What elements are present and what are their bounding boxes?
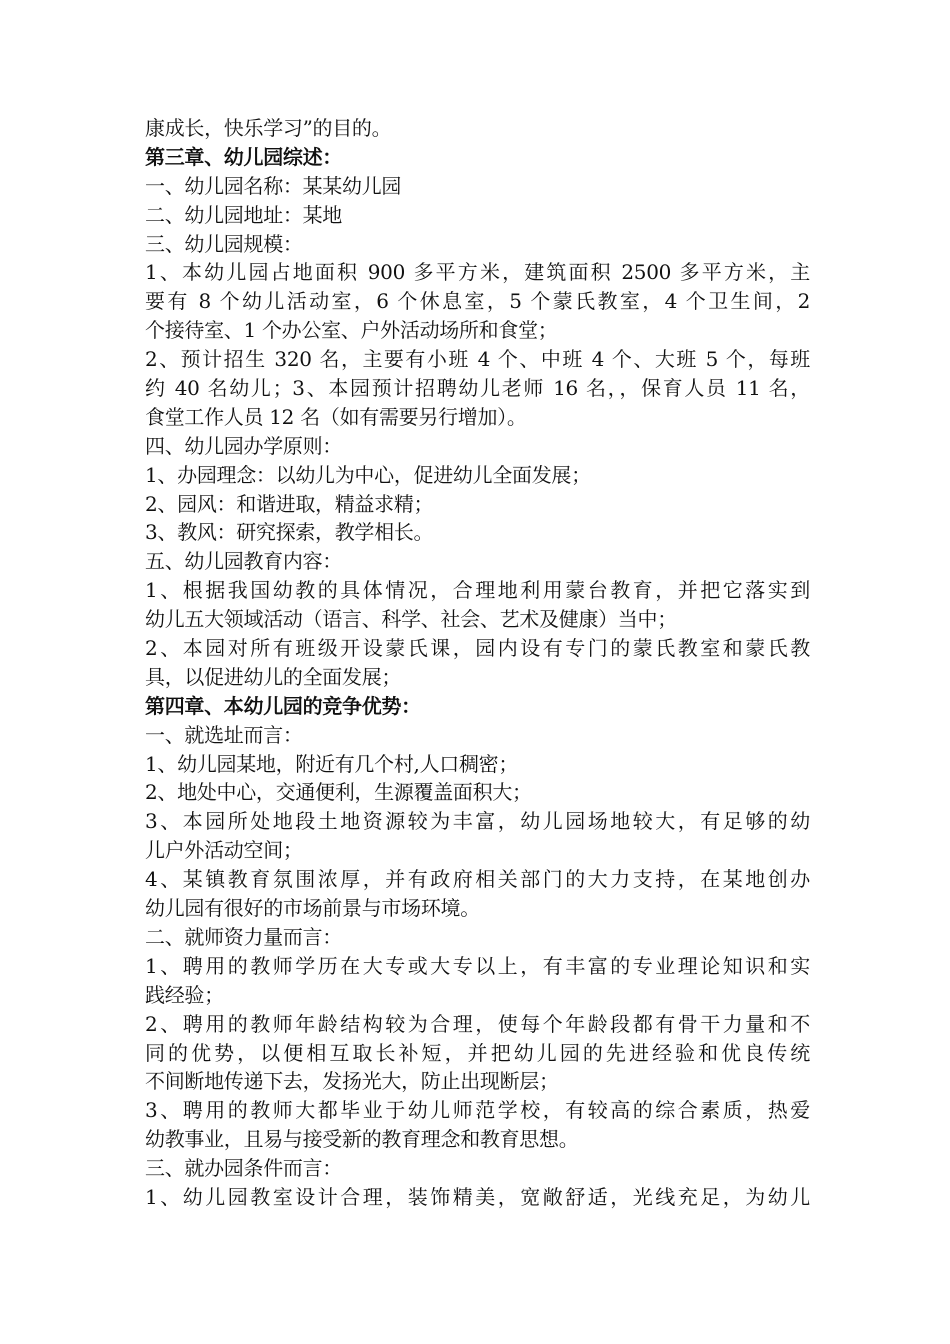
text-line: 幼儿五大领域活动（语言、科学、社会、艺术及健康）当中； bbox=[145, 607, 677, 632]
text-line: 1、聘用的教师学历在大专或大专以上，有丰富的专业理论知识和实 bbox=[145, 953, 810, 978]
text-line: 二、幼儿园地址：某地 bbox=[145, 202, 342, 227]
text-line: 儿户外活动空间； bbox=[145, 838, 303, 863]
text-line: 四、幼儿园办学原则： bbox=[145, 433, 342, 458]
text-line: 2、预计招生 320 名，主要有小班 4 个、中班 4 个、大班 5 个，每班 bbox=[145, 347, 810, 372]
chapter-heading: 第四章、本幼儿园的竞争优势： bbox=[145, 693, 421, 718]
text-line: 食堂工作人员 12 名（如有需要另行增加）。 bbox=[145, 404, 527, 429]
text-line: 康成长，快乐学习”的目的。 bbox=[145, 116, 392, 140]
text-line: 践经验； bbox=[145, 982, 224, 1007]
text-line: 2、聘用的教师年龄结构较为合理，使每个年龄段都有骨干力量和不 bbox=[145, 1011, 810, 1036]
text-line: 3、教风：研究探索，教学相长。 bbox=[145, 520, 434, 545]
text-line: 一、幼儿园名称：某某幼儿园 bbox=[145, 173, 402, 198]
text-line: 3、本园所处地段土地资源较为丰富，幼儿园场地较大，有足够的幼 bbox=[145, 809, 810, 834]
text-line: 二、就师资力量而言： bbox=[145, 924, 342, 949]
text-line: 要有 8 个幼儿活动室，6 个休息室，5 个蒙氏教室，4 个卫生间，2 bbox=[145, 289, 810, 314]
text-line: 同的优势，以便相互取长补短，并把幼儿园的先进经验和优良传统 bbox=[145, 1040, 810, 1065]
text-line: 一、就选址而言： bbox=[145, 722, 303, 747]
text-line: 2、地处中心，交通便利，生源覆盖面积大； bbox=[145, 780, 532, 805]
text-line: 个接待室、1 个办公室、户外活动场所和食堂； bbox=[145, 318, 558, 343]
text-line: 幼儿园有很好的市场前景与市场环境。 bbox=[145, 896, 480, 921]
text-line: 三、幼儿园规模： bbox=[145, 231, 303, 256]
text-line: 1、办园理念：以幼儿为中心，促进幼儿全面发展； bbox=[145, 462, 591, 487]
chapter-heading: 第三章、幼儿园综述： bbox=[145, 144, 342, 169]
text-line: 4、某镇教育氛围浓厚，并有政府相关部门的大力支持，在某地创办 bbox=[145, 867, 810, 892]
text-line: 五、幼儿园教育内容： bbox=[145, 549, 342, 574]
text-line: 幼教事业，且易与接受新的教育理念和教育思想。 bbox=[145, 1127, 579, 1152]
text-line: 不间断地传递下去，发扬光大，防止出现断层； bbox=[145, 1069, 559, 1094]
text-line: 1、幼儿园某地，附近有几个村,人口稠密； bbox=[145, 751, 519, 776]
text-line: 1、根据我国幼教的具体情况，合理地利用蒙台教育，并把它落实到 bbox=[145, 578, 810, 603]
text-line: 2、园风：和谐进取，精益求精； bbox=[145, 491, 434, 516]
text-line: 具，以促进幼儿的全面发展； bbox=[145, 664, 402, 689]
text-line: 1、本幼儿园占地面积 900 多平方米，建筑面积 2500 多平方米，主 bbox=[145, 260, 810, 285]
document-page bbox=[145, 114, 810, 1212]
text-line: 2、本园对所有班级开设蒙氏课，园内设有专门的蒙氏教室和蒙氏教 bbox=[145, 636, 810, 661]
text-line: 约 40 名幼儿；3、本园预计招聘幼儿老师 16 名，，保育人员 11 名， bbox=[145, 376, 810, 401]
text-line: 1、幼儿园教室设计合理，装饰精美，宽敞舒适，光线充足，为幼儿 bbox=[145, 1184, 810, 1209]
text-line: 三、就办园条件而言： bbox=[145, 1156, 342, 1181]
text-line: 3、聘用的教师大都毕业于幼儿师范学校，有较高的综合素质，热爱 bbox=[145, 1098, 810, 1123]
